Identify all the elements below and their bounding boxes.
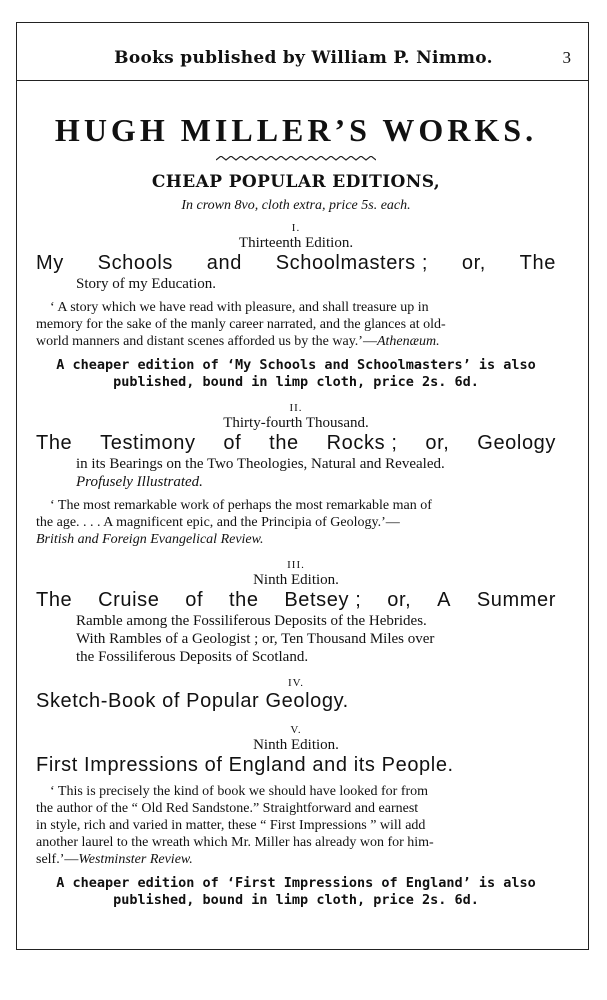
title-word: of	[185, 589, 204, 611]
title-word: The	[36, 589, 73, 611]
review-line: the author of the “ Old Red Sandstone.” Straightforward and earnest	[36, 801, 419, 816]
notice-line: A cheaper edition of ‘My Schools and Schoolmasters’ is also	[56, 357, 536, 373]
book-subtitle: in its Bearings on the Two Theologies, Natural and Revealed.	[76, 456, 445, 472]
review-line: self.’—Westminster Review.	[36, 852, 193, 867]
book-entry-2	[36, 402, 556, 548]
book-title: First Impressions of England and its People.	[36, 754, 454, 776]
price-line: In crown 8vo, cloth extra, price 5s. each.	[181, 198, 411, 213]
review-quote	[36, 497, 556, 548]
running-head: Books published by William P. Nimmo.	[114, 48, 493, 68]
title-word: and	[206, 252, 242, 274]
notice-line: A cheaper edition of ‘First Impressions of England’ is also	[56, 875, 536, 891]
book-title	[36, 589, 556, 612]
title-word: Schoolmasters ;	[275, 252, 429, 274]
review-quote	[36, 299, 556, 350]
book-title	[36, 252, 556, 275]
cheaper-edition-notice	[36, 357, 556, 391]
book-edition: Ninth Edition.	[253, 572, 339, 588]
wavy-ornament-divider	[216, 156, 376, 164]
review-line: the age. . . . A magnificent epic, and the Principia of Geology.’—	[36, 515, 400, 530]
section-subtitle: CHEAP POPULAR EDITIONS,	[151, 172, 441, 192]
cheaper-edition-notice	[36, 875, 556, 909]
review-line: ‘ This is precisely the kind of book we should have looked for from	[50, 784, 429, 799]
review-line: ‘ The most remarkable work of perhaps the most remarkable man of	[50, 498, 432, 513]
review-quote	[36, 783, 556, 868]
title-word: Testimony	[100, 432, 196, 454]
book-edition: Thirty-fourth Thousand.	[223, 415, 369, 431]
book-title: Sketch-Book of Popular Geology.	[36, 690, 349, 712]
content	[36, 110, 556, 909]
title-word: or,	[425, 432, 450, 454]
book-title	[36, 432, 556, 455]
book-numeral: IV.	[288, 677, 304, 689]
book-numeral: III.	[287, 559, 305, 571]
review-source: Athenæum.	[376, 334, 440, 349]
review-line: another laurel to the wreath which Mr. Miller has already won for him-	[36, 835, 434, 850]
review-line: ‘ A story which we have read with pleasure, and shall treasure up in	[50, 300, 429, 315]
title-word: or,	[387, 589, 412, 611]
title-word: Schools	[97, 252, 173, 274]
book-edition: Thirteenth Edition.	[238, 235, 354, 251]
book-numeral: II.	[289, 402, 303, 414]
title-word: or,	[461, 252, 486, 274]
book-subtitle: With Rambles of a Geologist ; or, Ten Thousand Miles over	[76, 631, 435, 647]
book-edition: Ninth Edition.	[253, 737, 339, 753]
book-entry-5	[36, 724, 556, 909]
title-word: the	[228, 589, 259, 611]
review-source: British and Foreign Evangelical Review.	[36, 532, 264, 547]
title-word: Rocks ;	[326, 432, 398, 454]
title-word: My	[36, 252, 64, 274]
book-subtitle-italic: Profusely Illustrated.	[76, 474, 203, 490]
title-word: Geology	[477, 432, 556, 454]
review-line: world manners and distant scenes afforded us by the way.’—Athenæum.	[36, 334, 440, 349]
title-word: The	[519, 252, 556, 274]
title-word: The	[36, 432, 73, 454]
book-entry-1	[36, 222, 556, 391]
book-subtitle: the Fossiliferous Deposits of Scotland.	[76, 649, 309, 665]
page-number: 3	[562, 48, 571, 67]
title-word: of	[223, 432, 242, 454]
notice-line: published, bound in limp cloth, price 2s. 6d.	[113, 892, 479, 908]
notice-line: published, bound in limp cloth, price 2s. 6d.	[113, 374, 479, 390]
review-line: memory for the sake of the manly career narrated, and the glances at old-	[36, 317, 446, 332]
book-subtitle: Story of my Education.	[76, 276, 216, 292]
page-title: HUGH MILLER’S WORKS.	[54, 112, 538, 148]
title-word: Betsey ;	[284, 589, 362, 611]
book-subtitle: Ramble among the Fossiliferous Deposits of the Hebrides.	[76, 613, 427, 629]
book-numeral: I.	[291, 222, 301, 234]
review-line: in style, rich and varied in matter, these “ First Impressions ” will add	[36, 818, 426, 833]
title-word: the	[269, 432, 299, 454]
book-entry-3	[36, 559, 556, 666]
title-word: Cruise	[98, 589, 160, 611]
book-entry-4	[36, 677, 556, 713]
book-numeral: V.	[290, 724, 302, 736]
title-word: Summer	[476, 589, 556, 611]
review-source: Westminster Review.	[78, 852, 193, 867]
title-word: A	[437, 589, 452, 611]
header-rule	[16, 80, 589, 81]
